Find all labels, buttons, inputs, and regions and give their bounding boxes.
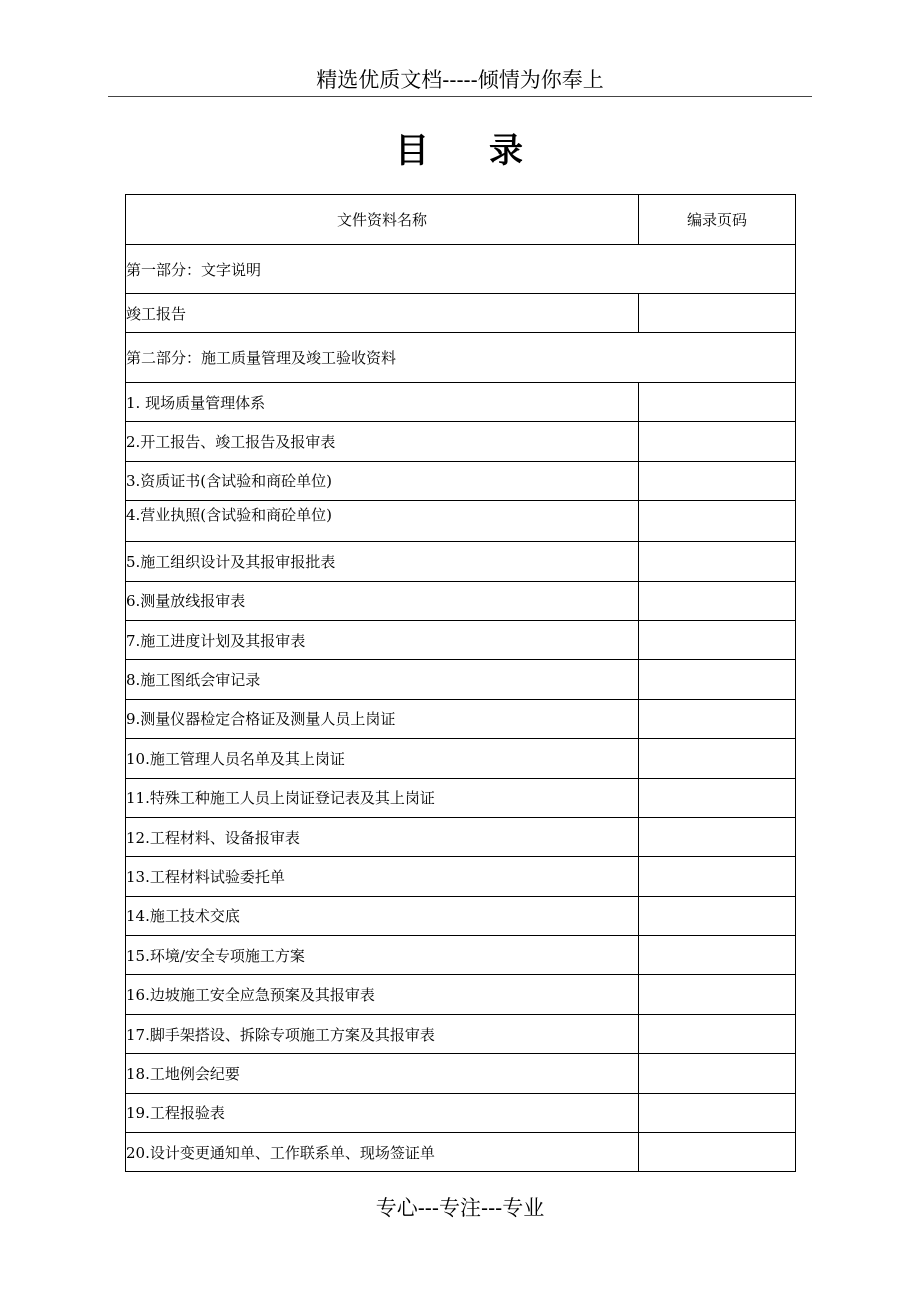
toc-item-page <box>639 817 796 856</box>
toc-item-name: 8.施工图纸会审记录 <box>126 660 639 699</box>
table-row <box>126 1054 796 1093</box>
table-row <box>126 936 796 975</box>
toc-item-page <box>639 778 796 817</box>
toc-item-name: 16.边坡施工安全应急预案及其报审表 <box>126 975 639 1014</box>
table-row <box>126 739 796 778</box>
table-row <box>126 422 796 461</box>
toc-item-page <box>639 1133 796 1172</box>
toc-item-page <box>639 739 796 778</box>
toc-body <box>126 195 796 1172</box>
toc-item-name: 10.施工管理人员名单及其上岗证 <box>126 739 639 778</box>
table-row <box>126 1133 796 1172</box>
toc-item-name: 2.开工报告、竣工报告及报审表 <box>126 422 639 461</box>
toc-item-page <box>639 857 796 896</box>
page-footer-text: 专心---专注---专业 <box>375 1196 545 1220</box>
toc-table <box>125 194 796 1172</box>
toc-item-name: 14.施工技术交底 <box>126 896 639 935</box>
toc-item-name: 竣工报告 <box>126 294 639 333</box>
toc-item-page <box>639 1054 796 1093</box>
toc-item-page <box>639 294 796 333</box>
toc-item-page <box>639 896 796 935</box>
toc-header-row <box>126 195 796 245</box>
toc-item-name: 3.资质证书(含试验和商砼单位) <box>126 461 639 500</box>
toc-item-name: 6.测量放线报审表 <box>126 581 639 620</box>
header-divider <box>108 96 812 97</box>
document-title <box>0 128 920 174</box>
table-row <box>126 461 796 500</box>
toc-item-page <box>639 461 796 500</box>
table-row <box>126 660 796 699</box>
toc-item-name: 19.工程报验表 <box>126 1093 639 1132</box>
toc-item-page <box>639 581 796 620</box>
table-row <box>126 1014 796 1053</box>
toc-item-page <box>639 699 796 738</box>
toc-item-page <box>639 422 796 461</box>
toc-item-name: 13.工程材料试验委托单 <box>126 857 639 896</box>
toc-item-page <box>639 936 796 975</box>
toc-item-name: 17.脚手架搭设、拆除专项施工方案及其报审表 <box>126 1014 639 1053</box>
toc-section-2-title: 第二部分：施工质量管理及竣工验收资料 <box>126 333 796 383</box>
table-row <box>126 383 796 422</box>
table-row <box>126 896 796 935</box>
toc-item-page <box>639 501 796 542</box>
toc-section-1-title: 第一部分：文字说明 <box>126 245 796 294</box>
toc-column-page-header: 编录页码 <box>639 195 796 245</box>
toc-section-row <box>126 245 796 294</box>
table-row <box>126 620 796 659</box>
toc-item-page <box>639 1093 796 1132</box>
table-row <box>126 975 796 1014</box>
toc-item-page <box>639 542 796 581</box>
table-row <box>126 294 796 333</box>
toc-item-name: 12.工程材料、设备报审表 <box>126 817 639 856</box>
toc-item-page <box>639 1014 796 1053</box>
toc-section-row <box>126 333 796 383</box>
toc-item-name: 20.设计变更通知单、工作联系单、现场签证单 <box>126 1133 639 1172</box>
title-char-2: 录 <box>489 131 525 171</box>
toc-item-page <box>639 383 796 422</box>
toc-item-page <box>639 620 796 659</box>
title-char-1: 目 <box>395 131 431 171</box>
toc-item-name: 1. 现场质量管理体系 <box>126 383 639 422</box>
toc-column-name-header: 文件资料名称 <box>126 195 639 245</box>
toc-item-name: 4.营业执照(含试验和商砼单位) <box>126 501 639 542</box>
table-row <box>126 778 796 817</box>
toc-item-name: 7.施工进度计划及其报审表 <box>126 620 639 659</box>
toc-item-page <box>639 975 796 1014</box>
table-row <box>126 817 796 856</box>
table-row <box>126 501 796 542</box>
page-header-text: 精选优质文档-----倾情为你奉上 <box>316 68 604 92</box>
table-row <box>126 542 796 581</box>
toc-item-name: 9.测量仪器检定合格证及测量人员上岗证 <box>126 699 639 738</box>
table-row <box>126 857 796 896</box>
toc-item-name: 5.施工组织设计及其报审报批表 <box>126 542 639 581</box>
table-row <box>126 699 796 738</box>
toc-item-name: 11.特殊工种施工人员上岗证登记表及其上岗证 <box>126 778 639 817</box>
table-row <box>126 581 796 620</box>
toc-item-name: 18.工地例会纪要 <box>126 1054 639 1093</box>
toc-item-page <box>639 660 796 699</box>
table-row <box>126 1093 796 1132</box>
toc-item-name: 15.环境/安全专项施工方案 <box>126 936 639 975</box>
